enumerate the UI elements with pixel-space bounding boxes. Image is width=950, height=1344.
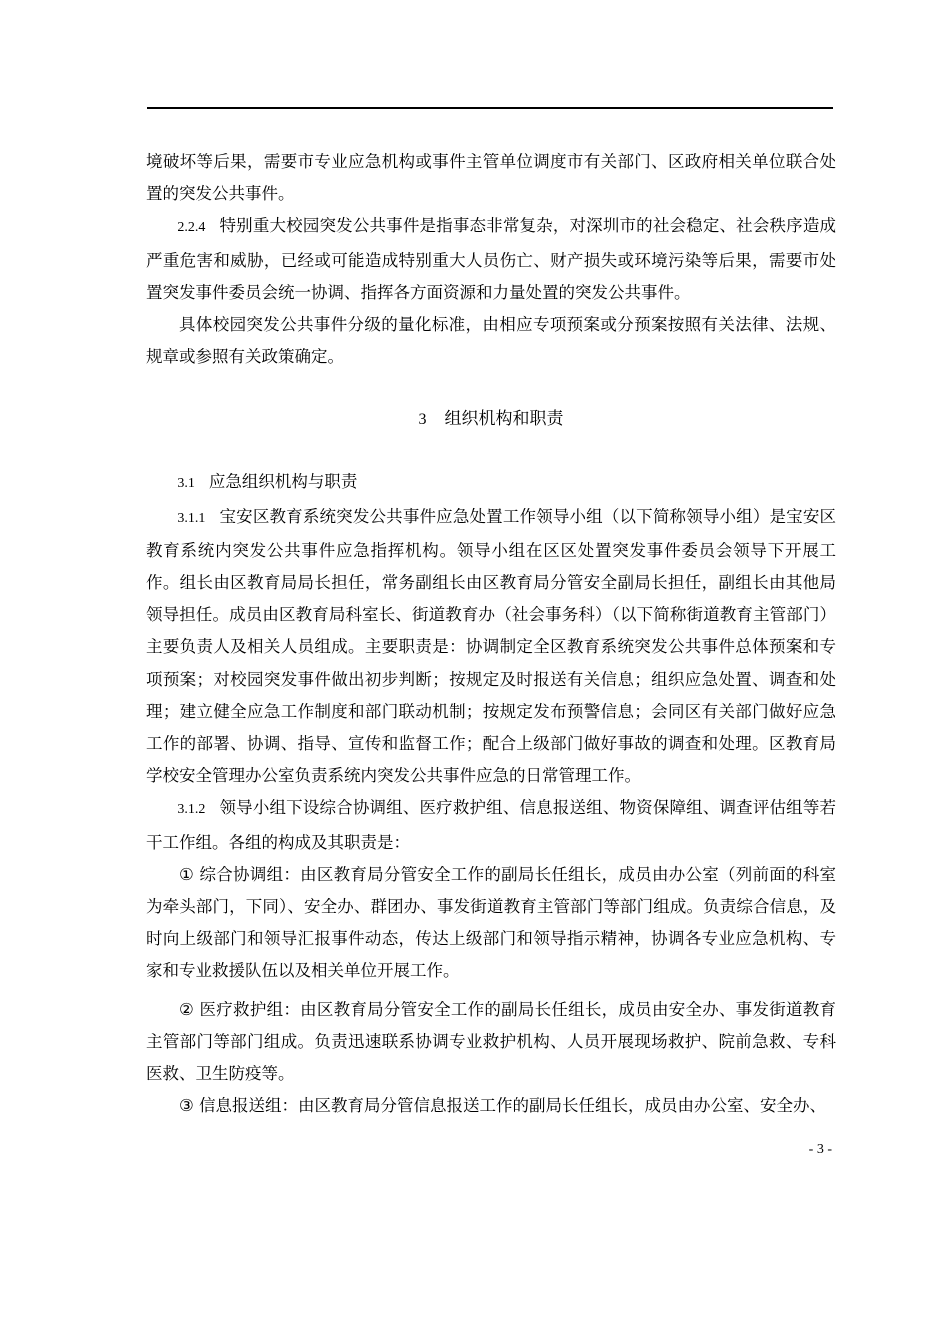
paragraph-3-1-2	[146, 792, 836, 858]
header-rule	[147, 107, 833, 109]
heading-text: 组织机构和职责	[444, 409, 564, 430]
list-item-information-group: ③ 信息报送组：由区教育局分管信息报送工作的副局长任组长，成员由办公室、安全办、	[179, 1096, 827, 1116]
section-number: 3.1.2	[177, 802, 206, 818]
heading-number: 3	[418, 411, 427, 429]
paragraph-text: 宝安区教育系统突发公共事件应急处置工作领导小组（以下简称领导小组）是宝安区教育系统内突发公共事件应急指挥机构。领导小组在区区处置突发事件委员会领导下开展工作。组长由区教育局局长担任，常务副组长由区教育局分管安全副局长担任，副组长由其他局领导担任。成员由区教育局科室长、街道教育办（社会事务科）（以下简称街道教育主管部门）主要负责人及相关人员组成。主要职责是：协调制定全区教育系统突发公共事件总体预案和专项预案；对校园突发事件做出初步判断；按规定及时报送有关信息；组织应急处置、调查和处理；建立健全应急工作制度和部门联动机制；按规定发布预警信息；会同区有关部门做好应急工作的部署、协调、指导、宣传和监督工作；配合上级部门做好事故的调查和处理。区教育局学校安全管理办公室负责系统内突发公共事件应急的日常管理工作。	[146, 506, 836, 786]
paragraph-text: 领导小组下设综合协调组、医疗救护组、信息报送组、物资保障组、调查评估组等若干工作组。各组的构成及其职责是：	[146, 798, 836, 852]
paragraph-continued: 境破坏等后果，需要市专业应急机构或事件主管单位调度市有关部门、区政府相关单位联合处置的突发公共事件。	[146, 152, 836, 204]
paragraph-grading-standard: 具体校园突发公共事件分级的量化标准，由相应专项预案或分预案按照有关法律、法规、规章或参照有关政策确定。	[146, 315, 836, 367]
section-number: 3.1	[177, 476, 195, 492]
page-number: - 3 -	[808, 1142, 832, 1157]
section-number: 3.1.1	[177, 510, 206, 526]
subsection-title: 应急组织机构与职责	[208, 472, 358, 492]
section-number: 2.2.4	[177, 220, 206, 236]
document-body	[146, 146, 836, 1122]
paragraph-3-1-1	[146, 501, 836, 793]
paragraph-text: 特别重大校园突发公共事件是指事态非常复杂，对深圳市的社会稳定、社会秩序造成严重危害和威胁，已经或可能造成特别重大人员伤亡、财产损失或环境污染等后果，需要市处置突发事件委员会统一协调、指挥各方面资源和力量处置的突发公共事件。	[146, 216, 836, 302]
list-item-coordination-group: ① 综合协调组：由区教育局分管安全工作的副局长任组长，成员由办公室（列前面的科室为牵头部门，下同）、安全办、群团办、事发街道教育主管部门等部门组成。负责综合信息，及时向上级部门和领导汇报事件动态，传达上级部门和领导指示精神，协调各专业应急机构、专家和专业救援队伍以及相关单位开展工作。	[146, 864, 836, 981]
list-item-medical-group: ② 医疗救护组：由区教育局分管安全工作的副局长任组长，成员由安全办、事发街道教育主管部门等部门组成。负责迅速联系协调专业救护机构、人员开展现场救护、院前急救、专科医救、卫生防疫等。	[146, 999, 836, 1084]
subsection-heading-3-1	[146, 466, 836, 500]
section-heading-3	[146, 403, 836, 436]
paragraph-2-2-4	[146, 210, 836, 309]
